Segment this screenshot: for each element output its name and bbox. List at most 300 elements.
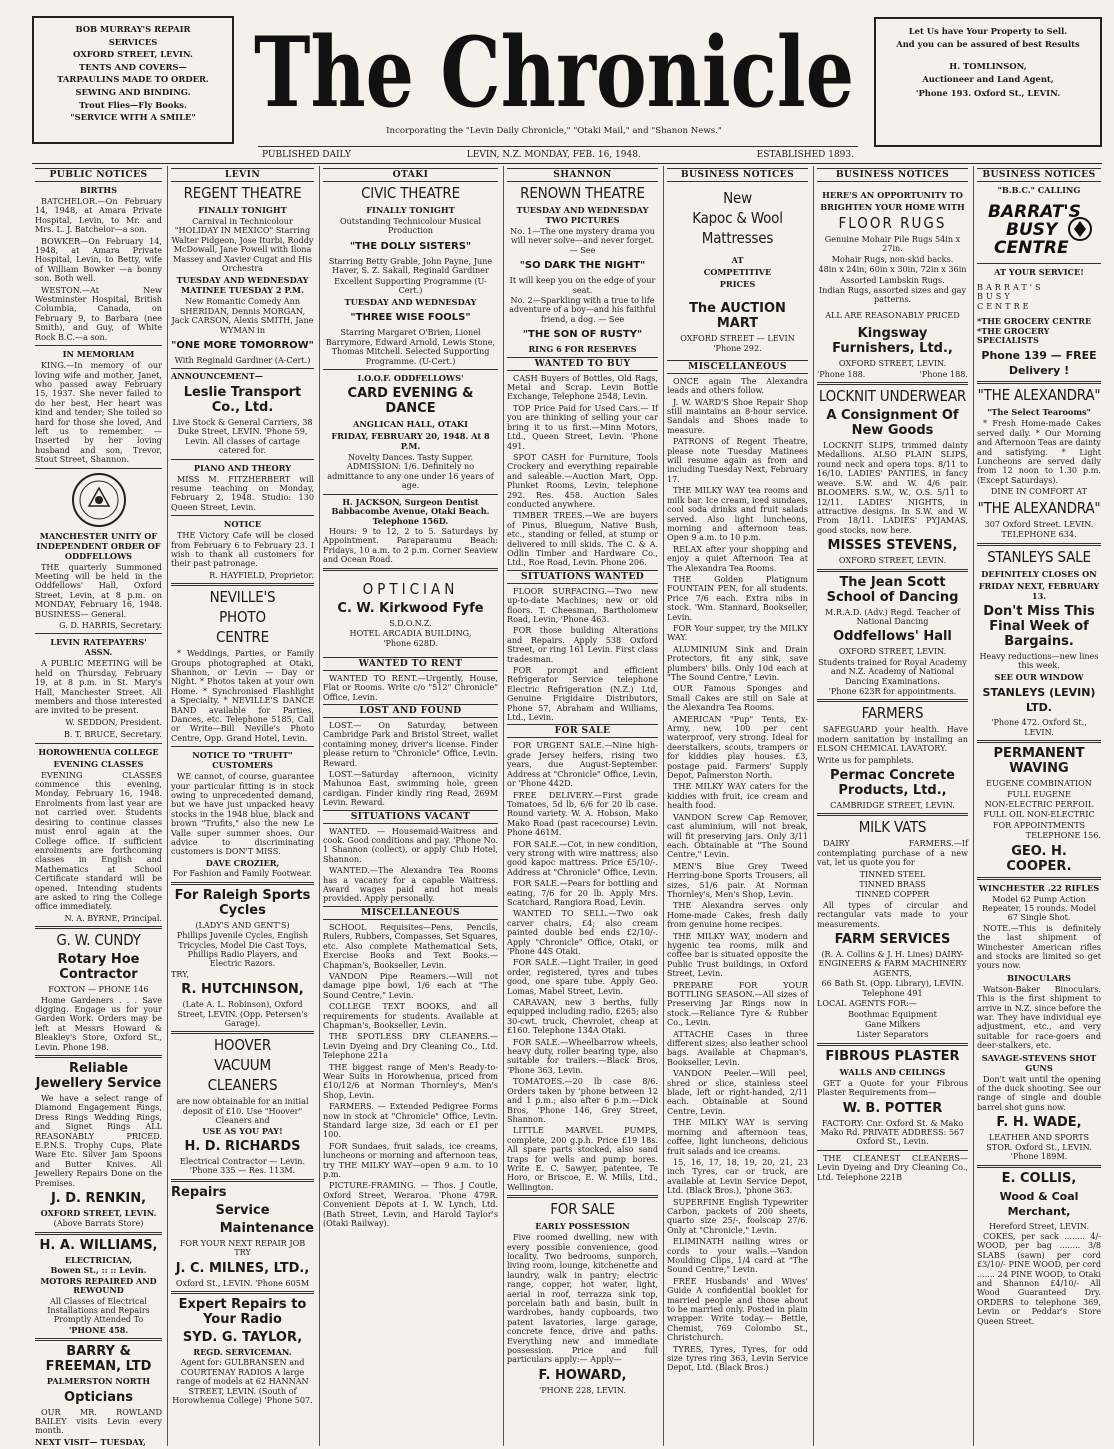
divider	[323, 568, 498, 571]
collis-trade: Wood & Coal Merchant,	[999, 1189, 1079, 1218]
renown-text: No. 2—Sparkling with a true to life adventure of a boy—and his faithful friend, a dog. — See	[509, 295, 656, 324]
classified-ad: FREE Husbands' and Wives' Guide A confidential booklet for married people and those about to be married only. Posted in plain wrapper. Write today.— Bettle, Chemist, 769 Colombo St., Christchurch.	[667, 1275, 808, 1343]
alexandra-address: 307 Oxford Street. LEVIN.	[984, 518, 1094, 529]
farm-services-title: FARM SERVICES	[834, 932, 951, 948]
classified-ad: AMERICAN "Pup" Tents, Ex-Army, new, 100 per cent waterproof, very strong. Ideal for deerstalkers, scouts, trampers or for kiddies play houses. £3, postage paid. Farmers' Supply Depot, Palmerston North.	[667, 713, 808, 781]
classified-ad: PREPARE FOR YOUR BOTTLING SEASON.—All sizes of Preserving Jar Rings now in stock.—Reliance Tyre & Rubber Co., Levin.	[667, 979, 808, 1028]
renown-film-title: "THE SON OF RUSTY"	[522, 329, 643, 341]
regent-film-title: "ONE MORE TOMORROW"	[171, 340, 314, 352]
divider	[817, 1150, 968, 1151]
classified-ad: THE MILKY WAY, modern and hygenic tea rooms, milk and coffee bar is situated opposite the Public Trust buildings, in Oxford Street, Levin.	[667, 930, 808, 979]
fibrous-plaster-name: W. B. POTTER	[842, 1100, 943, 1116]
college-notice: EVENING CLASSES commence this evening, Monday, February 16, 1948. Enrolments from last year are not carried over. Students desiring to continue classes must enrol again at the College office. If sufficient enrolments are forthcoming classes in English and Mathematics at School Certificate standard will be opened. Intending students are asked to ring the College office immediately.	[35, 769, 162, 912]
card-evening-text: Novelty Dances. Tasty Supper. ADMISSION: 1/6. Definitely no admittance to any one under 16 years of age.	[327, 452, 494, 491]
divider	[171, 1179, 314, 1182]
divider	[977, 877, 1101, 880]
classified-ad: WANTED TO RENT.—Urgently, House, Flat or Rooms. Write c/o "512" Chronicle" Office, Levin.	[323, 672, 498, 702]
signature: G. D. HARRIS, Secretary.	[59, 620, 162, 630]
classified-ad: THE Alexandra serves only Home-made Cakes, fresh daily from genuine home recipes.	[667, 900, 808, 930]
barry-freeman-trade: Opticians	[64, 1389, 133, 1405]
barrats-logo-text: BUSY	[1006, 220, 1058, 240]
grocery-phone: Phone 139 — FREE Delivery !	[981, 349, 1097, 378]
house-sale-title: FOR SALE	[550, 1200, 615, 1219]
optician-title: OPTICIAN	[362, 579, 459, 598]
rugs-line: Assorted Lambskin Rugs.	[840, 274, 945, 285]
classified-ad: SCHOOL Requisites—Pens, Pencils, Rulers, Rubbers, Compasses, Set Squares, etc. Also complete Mathematical Sets, Exercise Books and Text Books.—Chapman's, Bookseller, Levin.	[323, 921, 498, 970]
section-heading: BUSINESS NOTICES	[667, 168, 808, 182]
classified-ad: ALUMINIUM Sink and Drain Protectors, fit any sink, save plumbers' bills. Only 10d each at "The Sound Centre," Levin.	[667, 643, 808, 682]
williams-trade: ELECTRICIAN,	[64, 1254, 133, 1265]
birth-notice: BOWKER—On February 14, 1948, at Amara Private Hospital, Levin, to Betty, wife of William Bowker —a bonny son. Both well.	[35, 235, 162, 284]
classified-ad: PICTURE-FRAMING. — Thos. J Coutle, Oxford Street, Weraroa. 'Phone 479R. Convenient Depots at I. W. Lynch, Ltd. (Bath Street, Levin, and Harold Taylor's (Otaki Railway).	[323, 1180, 498, 1229]
section-heading: SITUATIONS VACANT	[323, 810, 498, 824]
left-ear-ad	[32, 16, 234, 144]
ioof-heading: I.O.O.F. ODDFELLOWS'	[357, 373, 464, 384]
oddfellows-heading: MANCHESTER UNITY OF INDEPENDENT ORDER OF ODDFELLOWS	[36, 530, 161, 561]
barry-freeman-visit: NEXT VISIT— TUESDAY,	[35, 1436, 146, 1446]
leslie-transport-title: Leslie Transport Co., Ltd.	[183, 384, 302, 415]
classified-ad: WANTED.—The Alexandra Tea Rooms has a vacancy for a capable Waitress. Award wages paid and hot meals provided. Apply personally.	[323, 865, 498, 904]
section-heading: BUSINESS NOTICES	[817, 168, 968, 182]
binoculars-text: Watson-Baker Binoculars. This is the first shipment to arrive in N.Z. since before the war. They have individual eye adjustment, etc., and very suitable for race-goers and deer-stalkers, etc.	[977, 983, 1101, 1051]
regent-programme: Carnival in Technicolour "HOLIDAY IN MEXICO" Starring Walter Pidgeon, Jose Iturbi, Roddy McDowall, Jane Powell with Ilona Massey and Xavier Cugat and His Orchestra	[171, 216, 314, 274]
classified-ad: SPOT CASH for Furniture, Tools Crockery and everything repairable and saleable.—Auction Mart, Opp. Plunket Rooms, Levin, telephone 292. Res. 458. Auction Sales conducted anywhere.	[507, 451, 658, 509]
locknit-title: LOCKNIT UNDERWEAR	[818, 387, 967, 406]
permac-title: Permac Concrete Products, Ltd.,	[830, 768, 955, 798]
auction-mart-address: OXFORD STREET — LEVIN	[680, 333, 795, 343]
regent-tonight: FINALLY TONIGHT	[198, 205, 287, 215]
classified-ad: FREE DELIVERY.—First grade Tomatoes, 5d lb, 6/6 for 20 lb case. Round variety. W. A. Hobson, Mako Mako Road (past racecourse) Levin. Phone 461M.	[507, 789, 658, 838]
stanleys-bargains: Don't Miss This Final Week of Bargains.	[983, 603, 1095, 649]
right-ear-line: Let Us have Your Property to Sell.	[908, 26, 1068, 36]
divider	[817, 382, 968, 385]
williams-motors: MOTORS REPAIRED AND REWOUND	[40, 1275, 157, 1296]
births-heading: BIRTHS	[79, 185, 118, 195]
dentist-hours: Hours: 9 to 12, 2 to 5. Saturdays by Appointment. Paraparaumu Beach: Fridays, 10 a.m. to 2 p.m. Corner Seaview and Ocean Road.	[323, 525, 498, 565]
birth-notice: BATCHELOR.—On February 14, 1948, at Amara Private Hospital, Levin, to Mr. and Mrs. L. J. Batchelor—a son.	[35, 196, 162, 235]
right-ear-line: H. TOMLINSON,	[949, 60, 1027, 71]
fibrous-plaster-text: GET a Quote for your Fibrous Plaster Requirements from—	[817, 1077, 968, 1098]
dateline-published: PUBLISHED DAILY	[262, 150, 351, 160]
classified-ad: TOMATOES.—20 lb case 8/6. Orders taken by 'phone between 12 and 1 p.m.; also after 6 p.m.—Dick Bros, 'Phone 146, Grey Street, Shannon.	[507, 1076, 658, 1124]
radio-name: SYD. G. TAYLOR,	[182, 1330, 303, 1345]
stanleys-date: FRIDAY NEXT, FEBRUARY 13.	[978, 580, 1100, 601]
dancing-subtitle: M.R.A.D. (Adv.) Regd. Teacher of National Dancing	[824, 606, 960, 626]
rugs-line: Genuine Mohair Pile Rugs 54in x 27in.	[824, 234, 961, 254]
card-evening-title: CARD EVENING & DANCE	[347, 386, 474, 417]
dancing-hall: Oddfellows' Hall	[833, 629, 952, 645]
dateline-established: ESTABLISHED 1893.	[756, 150, 854, 160]
classified-ad: FOR SALE.—Cot, in new condition, very strong with wire mattress; also good kapoc mattress. Price £5/10/-. Address at "Chronicle" Office, Levin.	[507, 838, 658, 877]
divider	[35, 1232, 162, 1235]
farmers-text: SAFEGUARD your health. Have modern sanitation by installing an ELSON CHEMICAL LAVATORY.	[817, 724, 968, 754]
section-heading: LEVIN	[171, 168, 314, 182]
divider	[977, 543, 1101, 546]
renown-text: It will keep you on the edge of your seat.	[509, 275, 656, 295]
notice-heading: NOTICE	[223, 519, 262, 530]
classified-ad: TIMBER TREES.—We are buyers of Pinus, Bluegum, Native Bush, etc., standing or felled, at stump or delivered to mill skids. The C. & A. Odlin Timber and Hardware Co., Ltd., Roe Road, Levin. Phone 206.	[507, 510, 658, 568]
stevens-address: OXFORD STREET, LEVIN.	[838, 555, 947, 566]
classified-ad: TOP Price Paid for Used Cars.— If you are thinking of selling your car bring it to us first.—Minn Motors, Ltd., Queen Street, Levin. 'Phone 491.	[507, 402, 658, 451]
divider	[817, 1043, 968, 1046]
neville-title: CENTRE	[216, 628, 269, 647]
kingsway-phone: 'Phone 188.	[817, 368, 866, 379]
divider	[171, 583, 314, 586]
civic-production: Outstanding Technicolour Musical Production	[339, 216, 482, 236]
dateline-date: LEVIN, N.Z. MONDAY, FEB. 16, 1948.	[466, 150, 641, 160]
classified-ad: 15, 16, 17, 18, 19, 20, 21, 23 inch Tyres, car or truck, are available at Levin Service Depot, Ltd. (Black Bros.), 'phone 363.	[667, 1156, 808, 1196]
radio-subtitle: REGD. SERVICEMAN.	[193, 1347, 292, 1357]
cafe-notice: THE Victory Cafe will be closed from February 6 to February 23. I wish to thank all customers for their past patronage.	[171, 530, 314, 569]
hoover-title: CLEANERS	[207, 1076, 278, 1095]
milk-vats-text: All types of circular and rectangular vats made to your measurements.	[817, 899, 968, 929]
classified-ad: FLOOR SURFACING.—Two new up-to-date Machines; new or old floors. T. Cheesman, Bartholomew Road, Levin, 'Phone 463.	[507, 585, 658, 624]
mattress-at: AT	[731, 255, 744, 265]
raleigh-text: Phillips Juvenile Cycles, English Tricycles, Model Die Cast Toys, Phillips Radio Players, and Electric Razors.	[176, 930, 309, 969]
classified-ad: FOR prompt and efficient Refrigerator Service telephone Electric Refrigeration (N.Z.) Ltd, Genuine Frigidaire Distributors, Phone 57, Abraham and Williams, Ltd., Levin.	[507, 665, 658, 723]
collis-address: Hereford Street, LEVIN.	[988, 1220, 1090, 1231]
raleigh-title: For Raleigh Sports Cycles	[174, 887, 311, 918]
classified-ad: VANDON Peeler.—Will peel, shred or slice, stainless steel blade, left or right-handed, 2/11 each. Obtainable at Sound Centre, Levin.	[667, 1068, 808, 1116]
classified-ad: VANDON Pipe Reamers.—Will not damage pipe bowl, 1/6 each at "The Sound Centre," Levin.	[323, 970, 498, 1000]
column-shannon	[503, 166, 661, 1446]
waving-option: FULL EUGENE	[1007, 788, 1071, 799]
williams-phone: 'PHONE 458.	[68, 1324, 129, 1335]
barrats-logo-icon	[984, 199, 1094, 259]
classified-ad: THE MILKY WAY tea rooms and milk bar. Ice cream, iced sundaes, cool soda drinks and fruit salads served. Also light luncheons, morning and afternoon teas. Open 9 a.m. to 10 p.m.	[667, 485, 808, 543]
classified-ad: ELIMINATH nailing wires or cords to your walls.—Vandon Moulding Clips, 1/4 card at "The Sound Centre," Levin.	[667, 1236, 808, 1275]
divider	[507, 1195, 658, 1198]
section-heading: LOST AND FOUND	[323, 704, 498, 718]
kingsway-phone: 'Phone 188.	[919, 368, 968, 379]
regent-title: REGENT THEATRE	[183, 184, 302, 202]
left-ear-line: OXFORD STREET, LEVIN.	[73, 49, 193, 60]
milk-vats-type: TINNED COPPER	[855, 889, 930, 900]
rugs-intro: HERE'S AN OPPORTUNITY TO	[822, 190, 963, 200]
jewellery-text: We have a select range of Diamond Engagement Rings, Dress Rings Wedding Rings, and Signet Rings ALL REASONABLY PRICED. E.P.N.S. Trophy Cups, Plate Ware Etc. Silver Jam Spoons and Butter Knives. All Jewellery Repairs Done on the Premises.	[35, 1093, 162, 1188]
hoover-text: are now obtainable for an initial deposit of £10. Use "Hoover" Cleaners and	[176, 1096, 309, 1126]
grocery-line: *THE GROCERY SPECIALISTS	[977, 325, 1050, 346]
auction-mart-phone: 'Phone 292.	[713, 343, 762, 354]
section-heading: SHANNON	[507, 168, 658, 182]
piano-heading: PIANO AND THEORY	[193, 462, 292, 473]
rugs-line: ALL ARE REASONABLY PRICED	[825, 309, 960, 320]
locknit-text: LOCKNIT SLIPS, trimmed dainty Medallions. ALSO PLAIN SLIPS, round neck and opera tops. 8/11 to 16/10. LADIES' PANTIES, in fancy weave. S.W. and W. 4/6 pair. BLOOMERS. S.W., W., O.S. 5/11 to 12/11. LADIES' NIGHTS, in attractive designs. In S.W. and W. From 18/11. LADIES' PYJAMAS, good stocks, now here.	[817, 440, 968, 535]
raleigh-name: R. HUTCHINSON,	[181, 982, 304, 998]
divider	[35, 1338, 162, 1341]
raleigh-try: TRY,	[171, 968, 190, 979]
neville-title: NEVILLE'S	[209, 588, 276, 607]
stanleys-title: STANLEYS SALE	[987, 547, 1091, 566]
mattress-title: New	[723, 189, 752, 207]
jewellery-address: OXFORD STREET, LEVIN.	[40, 1208, 157, 1219]
signature: B. T. BRUCE, Secretary.	[63, 729, 162, 740]
renown-reserves: RING 6 FOR RESERVES	[528, 344, 637, 355]
trufit-heading: NOTICE TO "TRUFIT" CUSTOMERS	[192, 750, 293, 771]
classified-ad: WANTED. — Housemaid-Waitress and cook. Good conditions and pay. 'Phone No. 1 Shannon (collect), or apply Club Hotel, Shannon.	[323, 825, 498, 864]
classified-ad: THE biggest range of Men's Ready-to-Wear Suits in Horowhenua, priced from £10/12/6 at Norman Thornley's, Men's Shop, Levin.	[323, 1061, 498, 1100]
divider	[171, 1291, 314, 1294]
fibrous-plaster-title: FIBROUS PLASTER	[825, 1048, 960, 1064]
locknit-subtitle: A Consignment Of New Goods	[826, 408, 959, 439]
classified-ad: CARAVAN, new 3 berths, fully equipped including radio, £265; also 30-cwt. truck, Chevrolet, cheap at £160. Telephone 134A Otaki.	[507, 997, 658, 1036]
alexandra-dine: DINE IN COMFORT AT	[990, 486, 1088, 497]
cundy-text: Home Gardeners . . . Save digging. Engage us for your Garden Work. Orders may be left at Messrs Howard & Bleakley's Store, Oxford St., Levin. Phone 198.	[35, 994, 162, 1052]
section-heading: MISCELLANEOUS	[667, 360, 808, 374]
classified-ad: LOST.—Saturday afternoon, vicinity Mahunoa East, swimming hole, green cardigan. Finder kindly ring Read, 269M Levin. Reward.	[323, 769, 498, 808]
alexandra-phone: TELEPHONE 634.	[1001, 529, 1077, 540]
house-sale-agent: F. HOWARD,	[538, 1367, 627, 1383]
hoover-title: VACUUM	[214, 1056, 271, 1075]
stanleys-window: SEE OUR WINDOW	[994, 672, 1084, 683]
williams-address: Bowen St., :: :: Levin.	[50, 1265, 147, 1276]
civic-film-title: "THE DOLLY SISTERS"	[349, 240, 472, 252]
classified-ad: FOR those building Alterations and Repairs. Apply 538 Oxford Street, or ring 161 Levin. First class tradesman.	[507, 625, 658, 664]
winchester-text: NOTE.—This is definitely the last shipment of Winchester American rifles and stocks are limited so get yours now.	[977, 922, 1101, 971]
jewellery-address-note: (Above Barrats Store)	[53, 1218, 144, 1229]
classified-ad: PATRONS of Regent Theatre, please note Tuesday Matinees will resume again as from and including Tuesday Next, February 17.	[667, 436, 808, 484]
dancing-phone: 'Phone 623R for appointments.	[828, 685, 957, 696]
signature: N. A. BYRNE, Principal.	[64, 912, 162, 923]
mattress-title: Mattresses	[701, 229, 774, 247]
alexandra-title: "THE ALEXANDRA"	[977, 498, 1101, 517]
right-ear-line: And you can be assured of best Results	[896, 39, 1080, 50]
right-ear-line: 'Phone 193. Oxford St., LEVIN.	[915, 87, 1061, 98]
classified-ad: OUR Famous Sponges and Small Cakes are still on Sale at the Alexandra Tea Rooms.	[667, 683, 808, 713]
civic-cast: Starring Margaret O'Brien, Lionel Barrymore, Edward Arnold, Lewis Stone, Thomas Mitchell. Selected Supporting Programme. (U-Cert.)	[325, 327, 496, 366]
kingsway-address: OXFORD STREET, LEVIN.	[838, 358, 947, 369]
memoriam-notice: KING.—In memory of our loving wife and mother, Janet, who passed away February 15, 1937. She never failed to do her best, Her heart was kind and tender; She toiled so hard for those she loved, And left us to remember. —Inserted by her loving husband and son, Trevor, Stout Street, Shannon.	[35, 360, 162, 465]
farmers-write: Write us for pamphlets.	[817, 754, 914, 765]
civic-title: CIVIC THEATRE	[361, 184, 460, 202]
piano-notice: MISS M. FITZHERBERT will resume teaching on Monday, February 2, 1948. Studio: 130 Queen Street, Levin.	[171, 473, 314, 512]
divider	[171, 1031, 314, 1034]
grocery-line: *THE GROCERY CENTRE	[977, 316, 1092, 327]
dateline	[258, 146, 858, 164]
alexandra-title: "THE ALEXANDRA"	[977, 386, 1101, 405]
farm-services-subtitle: (R. A. Collins & J. H. Lines) DAIRY-ENGINEERS & FARM MACHINERY AGENTS,	[818, 949, 967, 978]
cundy-phone: FOXTON — PHONE 146	[48, 984, 149, 995]
left-ear-line: TARPAULINS MADE TO ORDER.	[57, 74, 209, 85]
masthead-rule	[32, 163, 1102, 164]
dancing-title: The Jean Scott School of Dancing	[826, 574, 959, 605]
divider	[35, 926, 162, 929]
divider	[35, 743, 162, 744]
classified-ad: RELAX after your shopping and enjoy a quiet Afternoon Tea at The Alexandra Tea Rooms.	[667, 543, 808, 573]
wade-address: LEATHER AND SPORTS STOR. Oxford St., LEVIN. 'Phone 189M.	[986, 1132, 1092, 1162]
classified-ad: FOR Your supper, try the MILKY WAY.	[667, 622, 808, 643]
civic-tonight: FINALLY TONIGHT	[366, 205, 455, 215]
leslie-transport-text: Live Stock & General Carriers, 38 Duke Street, LEVIN. 'Phone 59, Levin. All classes of cartage catered for.	[172, 416, 313, 456]
house-sale-phone: 'PHONE 228, LEVIN.	[539, 1384, 626, 1395]
farm-services-agency: Gane Milkers	[864, 1018, 921, 1029]
permac-address: CAMBRIDGE STREET, LEVIN.	[830, 800, 955, 810]
masthead-title: The Chronicle	[254, 16, 854, 124]
left-ear-line: BOB MURRAY'S REPAIR	[75, 24, 191, 34]
section-heading: SITUATIONS WANTED	[507, 570, 658, 584]
barrats-acrostic: BARRAT'S	[977, 282, 1044, 292]
classified-ad: FOR URGENT SALE.—Nine high-grade Jersey heifers, rising two years, due August-September. Address at "Chronicle" Office, Levin, or 'Phone 442D.	[507, 740, 658, 789]
classified-ad: ONCE again The Alexandra leads and others follow.	[667, 375, 808, 396]
incorporating-line: Incorporating the "Levin Daily Chronicle," "Otaki Mail," and "Shanon News."	[386, 126, 722, 136]
barry-freeman-text: OUR MR. ROWLAND BAILEY visits Levin every month.	[35, 1406, 162, 1436]
barry-freeman-town: PALMERSTON NORTH	[46, 1376, 151, 1387]
divider	[35, 468, 162, 469]
classified-ad: WANTED TO SELL.—Two oak carver chairs, £4; also cream painted double bed ends £2/10/-. Apply "Chronicle" Office, Otaki, or 'Phone 44S Otaki.	[507, 908, 658, 956]
rugs-line: 48in x 24in, 60in x 30in, 72in x 36in	[818, 264, 967, 275]
dancing-text: Students trained for Royal Academy and N.Z. Academy of National Dancing Examinations.	[818, 656, 967, 686]
renown-dates: TUESDAY AND WEDNESDAY TWO PICTURES	[516, 205, 649, 225]
mattress-prices: PRICES	[719, 279, 756, 289]
section-heading: MISCELLANEOUS	[323, 906, 498, 920]
civic-tuesday: TUESDAY AND WEDNESDAY	[344, 297, 477, 308]
shotguns-title: SAVAGE-STEVENS SHOT GUNS	[981, 1052, 1097, 1073]
divider	[171, 368, 314, 369]
at-your-service: AT YOUR SERVICE!	[994, 267, 1084, 277]
house-sale-text: Five roomed dwelling, new with every possible convenience, good locality. Two bedrooms, sunporch, living room, lounge, kitchenette and laundry, walk in pantry; electric range, copper, hot water, light, aerial in roof, terrazza sink top, porcelain bath and basin, built in wardrobes, handy cupboards, two patent lavatories, large garage, concrete fence, drive and paths. Everything new and immediate possession. Price and full particulars apply:— Apply—	[507, 1232, 658, 1365]
waving-phone: TELEPHONE 156.	[1025, 830, 1101, 841]
classified-ad: THE CLEANEST CLEANERS— Levin Dyeing and Dry Cleaning Co., Ltd. Telephone 221B	[817, 1152, 968, 1182]
waving-name: GEO. H. COOPER.	[1006, 843, 1072, 874]
classified-ad: FOR SALE.—Light Trailer, in good order, registered, tyres and tubes good, one spare tube. Apply Geo. Lomas, Mabel Street, Levin.	[507, 957, 658, 996]
renown-text: No. 1—The one mystery drama you will never solve—and never forget. — See	[510, 226, 655, 255]
winchester-title: WINCHESTER .22 RIFLES	[978, 882, 1100, 893]
divider	[817, 569, 968, 572]
jewellery-title: Reliable Jewellery Service	[35, 1061, 162, 1091]
column-business-notices-2	[813, 166, 971, 1446]
stanleys-phone: 'Phone 472. Oxford St., LEVIN.	[991, 717, 1087, 737]
raleigh-address: (Late A. L. Robinson), Oxford Street, LEVIN. (Opp. Petersen's Garage).	[177, 999, 308, 1028]
repairs-text: FOR YOUR NEXT REPAIR JOB TRY	[179, 1237, 306, 1258]
cundy-subtitle: Rotary Hoe Contractor	[57, 952, 140, 983]
optician-phone: 'Phone 628D.	[383, 638, 438, 649]
optician-qualification: S.D.O.N.Z.	[389, 617, 432, 628]
ratepayers-heading: LEVIN RATEPAYERS' ASSN.	[50, 637, 147, 658]
signature: W. SEDDON, President.	[65, 716, 162, 727]
right-ear-line: Auctioneer and Land Agent,	[922, 74, 1054, 85]
dentist-title: H. JACKSON, Surgeon Dentist Babbacombe Avenue, Otaki Beach. Telephone 156D.	[331, 496, 490, 526]
rugs-intro: BRIGHTEN YOUR HOME WITH	[820, 202, 965, 212]
classified-ad: ATTACHE Cases in three different sizes; also leather school bags. Available at Chapman's, Bookseller, Levin.	[667, 1028, 808, 1067]
cundy-title: G. W. CUNDY	[56, 931, 141, 950]
house-sale-subtitle: EARLY POSSESSION	[535, 1221, 630, 1232]
college-heading: HOROWHENUA COLLEGE	[38, 746, 159, 757]
williams-title: H. A. WILLIAMS,	[39, 1237, 158, 1253]
ratepayers-notice: A PUBLIC MEETING will be held on Thursday, February 19, at 8 p.m. in St. Mary's Hall, Manchester Street. All members and those interested are invited to be present.	[35, 658, 162, 716]
winchester-models: Model 62 Pump Action Repeater, 15 rounds. Model 67 Single Shot.	[981, 893, 1097, 923]
hoover-address: Electrical Contractor — Levin. 'Phone 335 — Res. 113M.	[179, 1155, 306, 1176]
birth-notice: WESTON.—At New Westminster Hospital, British Columbia, Canada, on February 9, to Barbara (nee Smith), and Guy, of White Rock B.C.—a son.	[35, 284, 162, 342]
kingsway-title: Kingsway Furnishers, Ltd.,	[832, 326, 953, 357]
barrats-logo-text: CENTRE	[994, 238, 1069, 258]
classified-ad: THE MILKY WAY caters for the kiddies with fruit, ice cream and health food.	[667, 781, 808, 811]
binoculars-title: BINOCULARS	[1007, 972, 1071, 983]
kingsway-phones	[817, 370, 968, 379]
alexandra-subtitle: "The Select Tearooms"	[987, 407, 1091, 418]
section-heading: WANTED TO BUY	[507, 357, 658, 371]
divider	[977, 1165, 1101, 1168]
collis-prices: COKES, per sack ........ 4/- WOOD, per bag ........ 3/8 SLABS (sawn) per cord £3/10/- PINE WOOD, per cord ....... 24 PINE WOOD, to Otaki and Shannon £4/10/- All Wood Guaranteed Dry. ORDERS to telephone 369, Levin or Peddar's Store Queen Street.	[977, 1230, 1101, 1326]
left-ear-line: SERVICES	[108, 36, 158, 47]
columns	[32, 166, 1104, 1446]
dancing-address: OXFORD STREET, LEVIN.	[838, 646, 947, 657]
divider	[817, 813, 968, 816]
stanleys-text: Heavy reductions—new lines this week.	[979, 650, 1099, 670]
divider	[977, 381, 1101, 384]
optician-address: HOTEL ARCADIA BUILDING,	[349, 627, 472, 638]
repairs-title: Maintenance	[219, 1220, 314, 1236]
rugs-line: Mohair Rugs, non-skid backs.	[831, 253, 954, 264]
repairs-title: Repairs	[171, 1184, 227, 1200]
shotguns-text: Don't wait until the opening of the duck shooting. See our range of single and double barrel shot guns now.	[977, 1073, 1101, 1112]
classified-ad: CASH Buyers of Bottles, Old Rags, Metal and Scrap. Levin Bottle Exchange, Telephone 2548, Levin.	[507, 372, 658, 402]
stevens-title: MISSES STEVENS,	[827, 538, 958, 554]
section-heading: PUBLIC NOTICES	[35, 168, 162, 182]
announcement-label: ANNOUNCEMENT—	[171, 371, 263, 382]
hoover-name: H. D. RICHARDS	[184, 1138, 301, 1154]
milk-vats-type: TINNED BRASS	[859, 879, 926, 890]
auction-mart-title: The AUCTION MART	[689, 301, 786, 331]
stanleys-name: STANLEYS (LEVIN) LTD.	[982, 686, 1096, 715]
column-public-notices	[32, 166, 165, 1446]
section-heading: WANTED TO RENT	[323, 657, 498, 671]
farm-services-agency: Lister Separators	[856, 1029, 929, 1040]
neville-text: * Weddings, Parties, or Family Groups photographed at Otaki, Shannon, or Levin — Day or Night. * Photos taken at your own Home. * Synchronised Flashlight a Specialty. * NEVILLE'S DANCE BAND available for Parties, Dances, etc. Telephone 5185, Call or Write—Bill Neville's Photo Centre, Opp. Grand Hotel, Levin.	[171, 648, 314, 743]
mattress-title: Kapoc & Wool	[692, 209, 783, 227]
renown-title: RENOWN THEATRE	[520, 184, 645, 202]
classified-ad: VANDON Screw Cap Remover, cast aluminium, will not break, will fit preserving jars. Only 3/11 each. Obtainable at "The Sound Centre," Levin.	[667, 811, 808, 860]
section-heading: FOR SALE	[507, 724, 658, 738]
jewellery-name: J. D. RENKIN,	[50, 1191, 147, 1207]
waving-option: EUGENE COMBINATION	[986, 778, 1092, 789]
classified-ad: MEN'S Blue Grey Tweed Herring-bone Sports Trousers, all sizes, 51/6 pair. At Norman Thornley's, Men's Shop, Levin.	[667, 860, 808, 899]
civic-support: Excellent Supporting Programme (U-Cert.)	[334, 275, 487, 296]
waving-appointments: FOR APPOINTMENTS	[992, 819, 1086, 830]
divider	[171, 746, 314, 747]
barry-freeman-title: BARRY & FREEMAN, LTD	[45, 1344, 152, 1375]
classified-ad: J. W. WARD'S Shoe Repair Shop still maintains an 8-hour service. Sandals and Shoes made to measure.	[667, 396, 808, 435]
mattress-competitive: COMPETITIVE	[703, 267, 772, 277]
classified-ad: LITTLE MARVEL PUMPS, complete, 200 g.p.h. Price £19 18s. All spare parts stocked, also sand traps for wells and pump bores. Write E. C. Sawyer, patentee, Te Horo, or Briscoe, E. W. Mills, Ltd., Wellington.	[507, 1125, 658, 1192]
classified-ad: FARMERS. — Extended Pedigree Forms now in stock at "Chronicle" Office, Levin. Standard large size, 3d each or £1 per 100.	[323, 1101, 498, 1140]
section-heading: BUSINESS NOTICES	[977, 168, 1101, 182]
card-evening-venue: ANGLICAN HALL, OTAKI	[353, 419, 468, 430]
farm-services-agents: LOCAL AGENTS FOR:—	[817, 998, 917, 1009]
section-heading: OTAKI	[323, 168, 498, 182]
repairs-title: Service	[215, 1202, 270, 1218]
left-ear-line: Trout Flies—Fly Books.	[79, 99, 187, 110]
signature: R. HAYFIELD, Proprietor.	[209, 569, 314, 580]
wade-name: F. H. WADE,	[996, 1115, 1082, 1131]
classified-ad: FOR Sundaes, fruit salads, ice creams, luncheons or morning and afternoon teas, try THE MILKY WAY—open 9 a.m. to 10 p.m.	[323, 1140, 498, 1180]
column-otaki	[319, 166, 501, 1446]
classified-ad: THE SPOTLESS DRY CLEANERS.— Levin Dyeing and Dry Cleaning Co., Ltd. Telephone 221a	[323, 1031, 498, 1061]
civic-cast: Starring Betty Grable, John Payne, June Haver, S. Z. Sakall, Reginald Gardiner	[328, 255, 493, 276]
trufit-notice: WE cannot, of course, guarantee your particular fitting is in stock owing to unprecedented demand, but we have just unpacked heavy stocks in the 1948 blue, black and brown "Trufits," also the new Le Valle super summer shoes. Our advice to discriminating customers is DON'T MISS.	[171, 771, 314, 857]
college-subheading: EVENING CLASSES	[53, 758, 144, 769]
farmers-title: FARMERS	[861, 704, 924, 723]
divider	[817, 699, 968, 702]
classified-ad: THE Golden Platignum FOUNTAIN PEN, for all students. Price 7/6 each. Extra nibs in stock. 'Wm. Stannard, Bookseller, Levin.	[667, 573, 808, 622]
right-ear-ad	[874, 17, 1102, 147]
classified-ad: FOR SALE.—Pears for bottling and eating, 7/6 for 20 lb. Apply Mrs. Scatchard, Rangiora Road, Levin.	[507, 878, 658, 907]
radio-title: Expert Repairs to Your Radio	[178, 1297, 307, 1327]
hoover-slogan: USE AS YOU PAY!	[202, 1125, 283, 1136]
divider	[171, 882, 314, 885]
divider	[35, 1055, 162, 1058]
left-ear-line: TENTS AND COVERS—	[79, 61, 187, 72]
divider	[35, 633, 162, 634]
